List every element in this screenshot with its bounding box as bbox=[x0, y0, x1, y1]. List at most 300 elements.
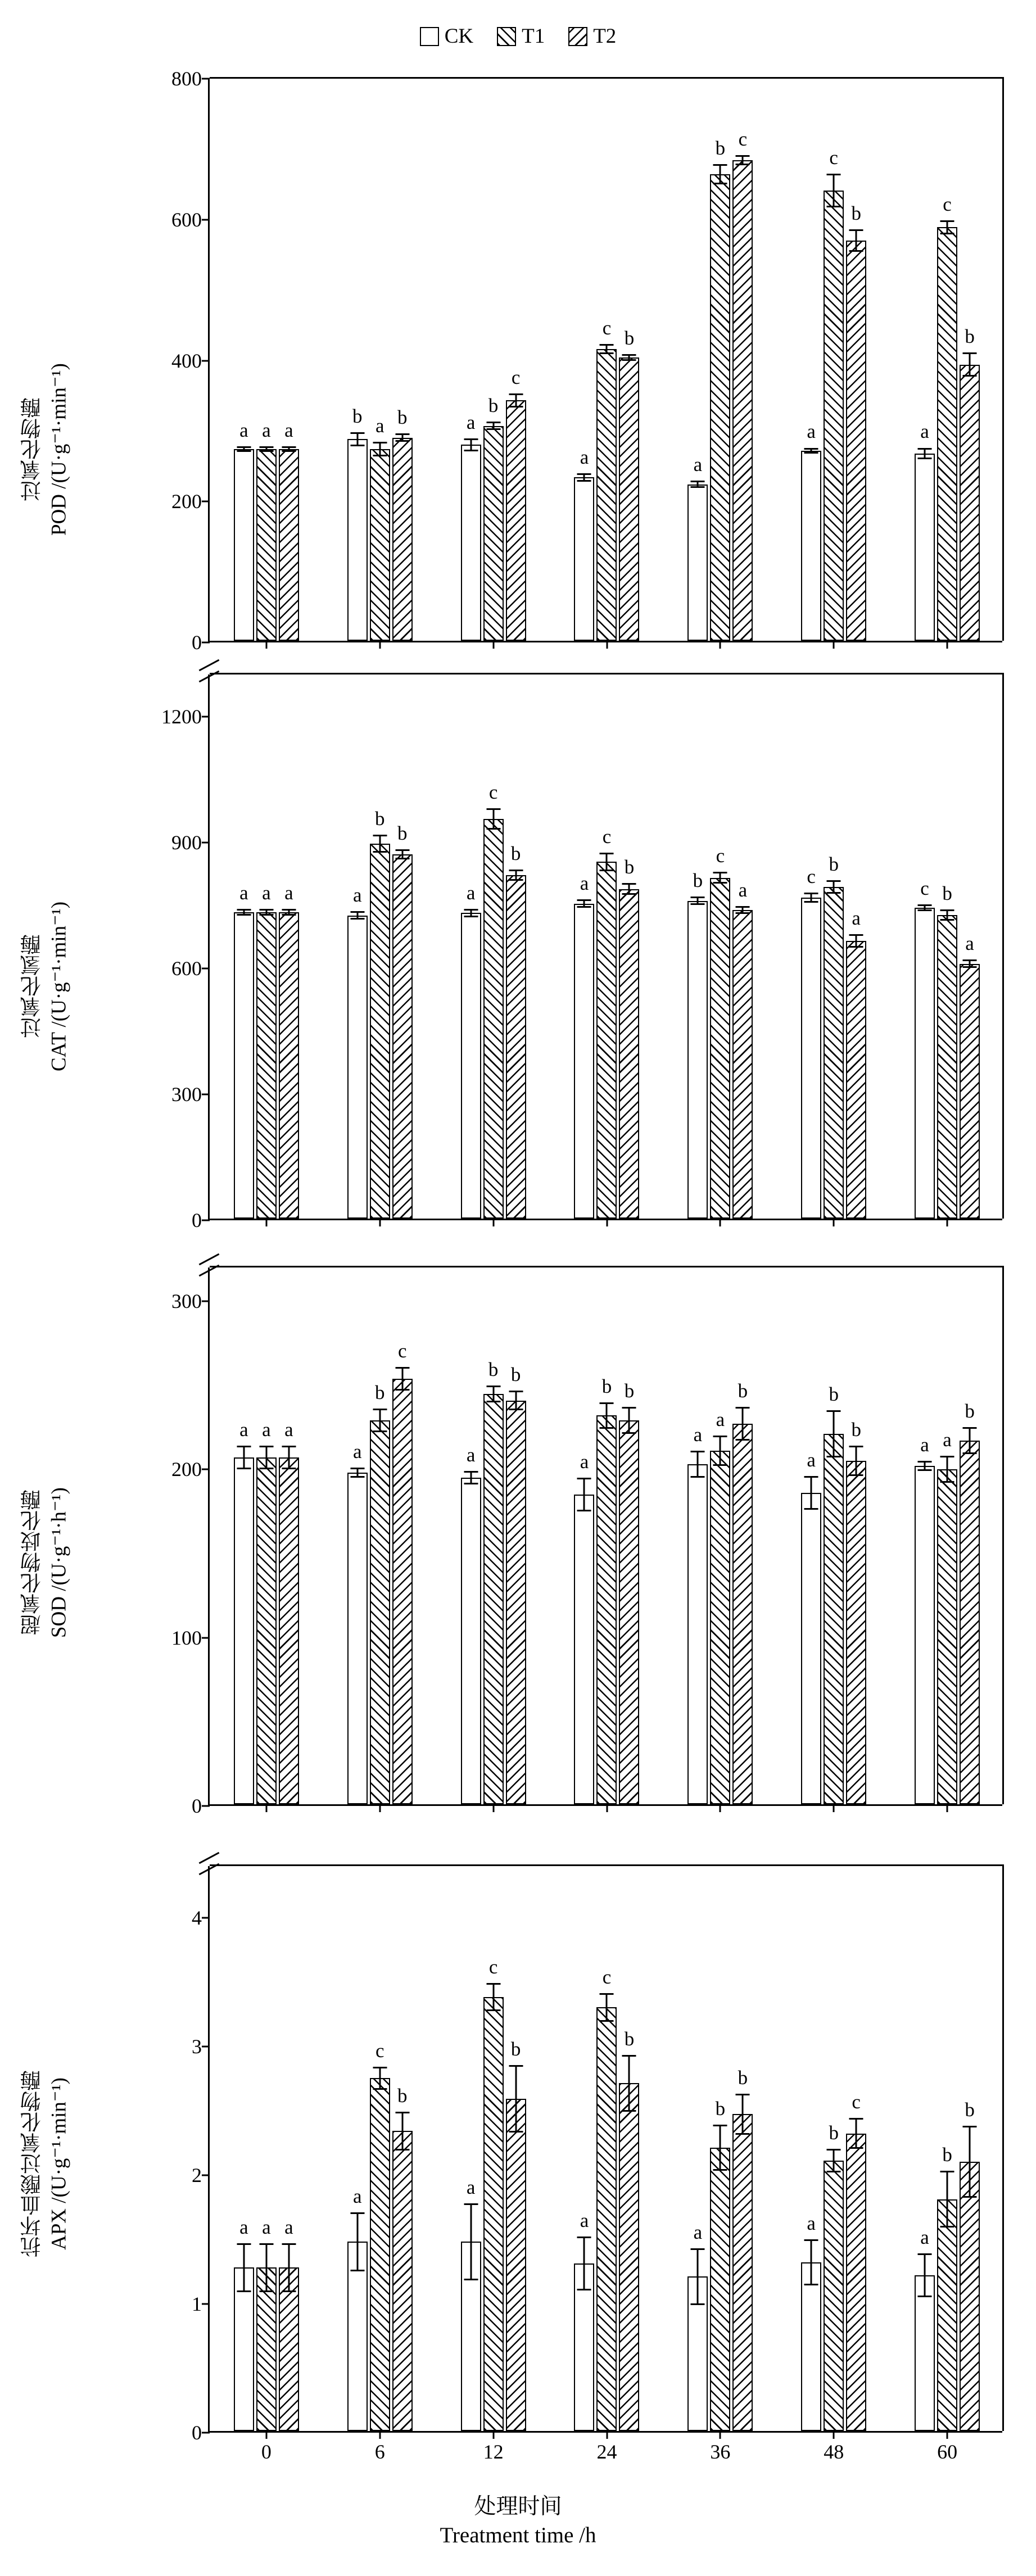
y-tick-mark bbox=[202, 1917, 210, 1918]
bar-ck bbox=[801, 1493, 821, 1804]
bar-group bbox=[550, 673, 664, 1219]
bar-slot bbox=[460, 77, 482, 641]
significance-label: b bbox=[510, 842, 521, 864]
error-bar bbox=[742, 1407, 744, 1441]
bar-t1 bbox=[824, 1434, 844, 1804]
bar-t2 bbox=[506, 875, 526, 1219]
error-bar bbox=[356, 1468, 358, 1478]
significance-label: c bbox=[511, 366, 521, 388]
legend bbox=[0, 26, 1036, 47]
y-tick-mark bbox=[202, 841, 210, 843]
bar-t2 bbox=[279, 2267, 299, 2431]
bar-t2 bbox=[960, 964, 980, 1219]
error-bar bbox=[924, 904, 926, 911]
bar-t2 bbox=[392, 2131, 413, 2431]
bar-slot bbox=[482, 1864, 505, 2431]
error-bar bbox=[811, 1476, 812, 1510]
bar-group bbox=[663, 77, 777, 641]
legend-label-ck: CK bbox=[444, 25, 474, 48]
bar-group bbox=[890, 77, 1004, 641]
bar-slot bbox=[573, 673, 595, 1219]
bar-slot bbox=[482, 673, 505, 1219]
error-bar bbox=[742, 906, 744, 914]
bar-slot bbox=[255, 77, 278, 641]
bar-slot bbox=[233, 77, 255, 641]
significance-label: b bbox=[352, 405, 363, 427]
x-tick-mark bbox=[947, 1804, 948, 1812]
bar-ck bbox=[234, 2267, 254, 2431]
bar-group bbox=[437, 673, 550, 1219]
bar-slot bbox=[822, 1864, 845, 2431]
error-bar bbox=[924, 2253, 926, 2297]
bar-slot bbox=[936, 1864, 958, 2431]
x-tick-mark bbox=[720, 1219, 721, 1226]
bar-t2 bbox=[619, 2083, 639, 2431]
bar-t2 bbox=[846, 2134, 866, 2431]
significance-label: a bbox=[466, 2176, 476, 2198]
bar-slot bbox=[391, 673, 414, 1219]
bar-t1 bbox=[710, 2148, 730, 2431]
error-bar bbox=[243, 1446, 245, 1469]
bar-t1 bbox=[596, 2007, 617, 2431]
error-bar bbox=[243, 909, 245, 916]
bar-ck bbox=[347, 916, 368, 1219]
error-bar bbox=[811, 893, 812, 903]
y-tick-label: 0 bbox=[192, 631, 202, 654]
significance-label: a bbox=[239, 881, 248, 904]
bar-group bbox=[437, 1864, 550, 2431]
y-axis-break-sod bbox=[198, 1251, 220, 1280]
error-bar bbox=[515, 2065, 517, 2132]
error-bar bbox=[606, 1402, 608, 1429]
bar-t2 bbox=[619, 357, 639, 641]
bar-group bbox=[210, 77, 323, 641]
bar-slot bbox=[255, 673, 278, 1219]
bar-group bbox=[890, 1864, 1004, 2431]
x-tick-mark bbox=[833, 641, 835, 649]
bar-ck bbox=[687, 1464, 708, 1804]
bar-slot bbox=[369, 77, 391, 641]
significance-label: b bbox=[624, 327, 635, 349]
bar-t1 bbox=[824, 2161, 844, 2431]
bar-slot bbox=[233, 1266, 255, 1804]
bar-slot bbox=[709, 1864, 731, 2431]
bar-ck bbox=[687, 901, 708, 1219]
error-bar bbox=[856, 229, 857, 252]
x-tick-mark bbox=[379, 1804, 381, 1812]
error-bar bbox=[470, 2203, 472, 2280]
bar-group bbox=[210, 673, 323, 1219]
bar-group bbox=[323, 1864, 437, 2431]
y-tick-mark bbox=[202, 1637, 210, 1638]
bar-slot bbox=[845, 673, 867, 1219]
bar-slot bbox=[595, 1266, 618, 1804]
error-bar bbox=[697, 481, 699, 488]
bar-slot bbox=[618, 1266, 640, 1804]
y-tick-label: 300 bbox=[171, 1083, 202, 1106]
significance-label: a bbox=[580, 872, 589, 895]
bar-t1 bbox=[483, 819, 504, 1219]
bar-slot bbox=[913, 673, 936, 1219]
bar-ck bbox=[234, 912, 254, 1219]
y-tick-mark bbox=[202, 78, 210, 80]
bar-t1 bbox=[710, 878, 730, 1219]
significance-label: b bbox=[829, 853, 839, 875]
y-tick-mark bbox=[202, 219, 210, 220]
bar-slot bbox=[822, 673, 845, 1219]
y-tick-label: 0 bbox=[192, 2421, 202, 2444]
bar-t1 bbox=[824, 887, 844, 1219]
significance-label: b bbox=[965, 2099, 975, 2121]
bar-t2 bbox=[846, 941, 866, 1219]
bar-slot bbox=[595, 1864, 618, 2431]
bar-slot bbox=[391, 77, 414, 641]
bar-slot bbox=[391, 1266, 414, 1804]
error-bar bbox=[288, 909, 289, 916]
bar-group bbox=[210, 1864, 323, 2431]
error-bar bbox=[492, 1386, 494, 1402]
significance-label: c bbox=[716, 845, 725, 867]
error-bar bbox=[470, 438, 472, 451]
error-bar bbox=[856, 1446, 857, 1476]
bar-ck bbox=[915, 2275, 935, 2431]
bar-slot bbox=[391, 1864, 414, 2431]
bar-slot bbox=[936, 1266, 958, 1804]
error-bar bbox=[697, 897, 699, 905]
bar-slot bbox=[845, 77, 867, 641]
error-bar bbox=[401, 849, 403, 859]
bar-slot bbox=[958, 673, 981, 1219]
error-bar bbox=[606, 853, 608, 871]
plot-area-pod bbox=[171, 67, 1002, 654]
bar-ck bbox=[347, 1473, 368, 1804]
significance-label: b bbox=[624, 856, 635, 879]
y-tick-mark bbox=[202, 1220, 210, 1221]
y-tick-label: 900 bbox=[171, 831, 202, 854]
error-bar bbox=[515, 1391, 517, 1411]
bar-slot bbox=[731, 1864, 754, 2431]
bar-slot bbox=[278, 673, 300, 1219]
bar-ck bbox=[234, 1457, 254, 1804]
bar-group bbox=[323, 673, 437, 1219]
x-tick-label: 60 bbox=[937, 2441, 958, 2463]
bar-t2 bbox=[279, 449, 299, 641]
legend-swatch-ck bbox=[420, 27, 439, 46]
error-bar bbox=[265, 909, 267, 916]
error-bar bbox=[697, 2248, 699, 2305]
significance-label: a bbox=[284, 1419, 293, 1441]
bar-t1 bbox=[370, 449, 390, 641]
x-tick-mark bbox=[833, 1219, 835, 1226]
bar-group bbox=[323, 77, 437, 641]
error-bar bbox=[583, 473, 585, 482]
significance-label: c bbox=[920, 877, 929, 900]
error-bar bbox=[379, 2067, 381, 2090]
bar-t1 bbox=[596, 349, 617, 641]
y-tick-label: 0 bbox=[192, 1795, 202, 1817]
significance-label: b bbox=[624, 2028, 635, 2050]
x-tick-mark bbox=[492, 1219, 494, 1226]
bar-ck bbox=[687, 485, 708, 641]
significance-label: a bbox=[920, 1434, 929, 1456]
error-bar bbox=[265, 1446, 267, 1469]
significance-label: b bbox=[715, 137, 726, 160]
error-bar bbox=[969, 352, 971, 377]
bar-slot bbox=[731, 673, 754, 1219]
y-tick-label: 800 bbox=[171, 67, 202, 90]
significance-label: b bbox=[738, 2066, 748, 2089]
bar-slot bbox=[346, 673, 369, 1219]
bar-t2 bbox=[506, 2099, 526, 2431]
bar-slot bbox=[845, 1266, 867, 1804]
significance-label: b bbox=[715, 2097, 726, 2120]
error-bar bbox=[833, 1410, 835, 1457]
error-bar bbox=[583, 1478, 585, 1511]
bar-t1 bbox=[483, 426, 504, 641]
bar-slot bbox=[800, 77, 822, 641]
bar-ck bbox=[915, 1466, 935, 1804]
bar-slot bbox=[255, 1864, 278, 2431]
x-tick-label: 48 bbox=[824, 2441, 844, 2463]
bar-slot bbox=[255, 1266, 278, 1804]
bar-t1 bbox=[370, 1420, 390, 1804]
error-bar bbox=[833, 2149, 835, 2172]
error-bar bbox=[969, 1427, 971, 1454]
bar-slot bbox=[233, 1864, 255, 2431]
bar-slot bbox=[731, 77, 754, 641]
error-bar bbox=[288, 1446, 289, 1469]
ylabel-cat: 过氧化氢酶 CAT /(U·g⁻¹·min⁻¹) bbox=[21, 901, 71, 1072]
bar-slot bbox=[595, 673, 618, 1219]
y-tick-label: 600 bbox=[171, 957, 202, 980]
significance-label: b bbox=[601, 1375, 612, 1397]
y-axis-break-cat bbox=[198, 657, 220, 686]
bar-ck bbox=[574, 477, 594, 641]
bar-slot bbox=[482, 77, 505, 641]
ylabel-sod: 超氧化物歧化酶 SOD /(U·g⁻¹·h⁻¹) bbox=[21, 1487, 71, 1638]
bar-t1 bbox=[824, 191, 844, 641]
y-tick-mark bbox=[202, 716, 210, 717]
legend-label-t2: T2 bbox=[593, 25, 617, 48]
error-bar bbox=[379, 1409, 381, 1432]
bar-slot bbox=[573, 77, 595, 641]
bar-t2 bbox=[846, 241, 866, 641]
significance-label: a bbox=[239, 1419, 248, 1441]
bar-slot bbox=[573, 1266, 595, 1804]
y-tick-label: 400 bbox=[171, 349, 202, 372]
x-tick-mark bbox=[379, 641, 381, 649]
bar-t1 bbox=[483, 1997, 504, 2431]
x-tick-mark bbox=[720, 1804, 721, 1812]
error-bar bbox=[492, 808, 494, 830]
significance-label: a bbox=[807, 1449, 816, 1472]
bar-ck bbox=[461, 445, 481, 641]
bar-slot bbox=[913, 1266, 936, 1804]
bar-ck bbox=[461, 913, 481, 1219]
significance-label: b bbox=[851, 1419, 861, 1441]
significance-label: a bbox=[466, 1444, 476, 1466]
bar-slot bbox=[800, 1864, 822, 2431]
bar-slot bbox=[595, 77, 618, 641]
x-tick-mark bbox=[265, 1804, 267, 1812]
legend-item-t1 bbox=[497, 26, 545, 47]
y-tick-mark bbox=[202, 1805, 210, 1807]
bar-ck bbox=[915, 908, 935, 1219]
bar-slot bbox=[346, 1266, 369, 1804]
bar-slot bbox=[460, 1266, 482, 1804]
legend-swatch-t1 bbox=[497, 27, 516, 46]
significance-label: b bbox=[942, 2144, 952, 2166]
bar-t1 bbox=[596, 862, 617, 1219]
error-bar bbox=[720, 872, 721, 884]
y-axis-break-apx bbox=[198, 1849, 220, 1878]
bar-t1 bbox=[937, 227, 957, 641]
y-tick-mark bbox=[202, 1300, 210, 1302]
ylabel-pod: 过氧化物酶 POD /(U·g⁻¹·min⁻¹) bbox=[21, 363, 71, 536]
bar-t2 bbox=[732, 910, 753, 1219]
significance-label: a bbox=[943, 1429, 952, 1451]
bar-t1 bbox=[370, 2078, 390, 2431]
bar-slot bbox=[369, 1266, 391, 1804]
plot-area-sod bbox=[171, 1267, 1002, 1817]
significance-label: c bbox=[807, 865, 816, 888]
error-bar bbox=[470, 1471, 472, 1484]
error-bar bbox=[947, 2171, 948, 2228]
significance-label: c bbox=[943, 193, 952, 215]
significance-label: b bbox=[397, 406, 408, 429]
significance-label: c bbox=[375, 2039, 384, 2062]
ylabel-apx: 抗坏血酸过氧化物酶 APX /(U·g⁻¹·min⁻¹) bbox=[21, 2070, 71, 2258]
error-bar bbox=[288, 446, 289, 452]
bar-slot bbox=[505, 673, 527, 1219]
bar-t2 bbox=[279, 1457, 299, 1804]
significance-label: b bbox=[488, 395, 499, 417]
bar-slot bbox=[686, 1864, 709, 2431]
bar-ck bbox=[574, 1495, 594, 1804]
bar-group bbox=[890, 673, 1004, 1219]
bar-t2 bbox=[960, 365, 980, 641]
error-bar bbox=[742, 2094, 744, 2135]
y-tick-mark bbox=[202, 501, 210, 502]
bar-group bbox=[777, 1864, 890, 2431]
bar-t2 bbox=[392, 1379, 413, 1804]
x-tick-mark bbox=[265, 1219, 267, 1226]
error-bar bbox=[742, 155, 744, 165]
bar-t1 bbox=[256, 912, 277, 1219]
error-bar bbox=[628, 2055, 630, 2112]
bar-slot bbox=[369, 1864, 391, 2431]
bar-slot bbox=[233, 673, 255, 1219]
bar-ck bbox=[801, 2262, 821, 2431]
bar-slot bbox=[822, 77, 845, 641]
y-tick-mark bbox=[202, 1093, 210, 1095]
y-tick-mark bbox=[202, 2303, 210, 2305]
error-bar bbox=[356, 911, 358, 920]
error-bar bbox=[856, 2118, 857, 2149]
bar-t1 bbox=[710, 174, 730, 641]
bar-group bbox=[323, 1266, 437, 1804]
error-bar bbox=[583, 2237, 585, 2290]
plot-area-cat bbox=[161, 674, 1002, 1232]
error-bar bbox=[833, 174, 835, 207]
bar-ck bbox=[801, 451, 821, 641]
significance-label: a bbox=[807, 420, 816, 443]
significance-label: a bbox=[466, 411, 476, 434]
error-bar bbox=[856, 934, 857, 948]
x-tick-mark bbox=[947, 641, 948, 649]
bar-t1 bbox=[937, 1469, 957, 1804]
bar-t2 bbox=[279, 912, 299, 1219]
bar-slot bbox=[618, 673, 640, 1219]
error-bar bbox=[628, 883, 630, 895]
bar-slot bbox=[686, 77, 709, 641]
x-tick-label: 6 bbox=[374, 2441, 385, 2463]
significance-label: a bbox=[852, 907, 861, 929]
error-bar bbox=[606, 1993, 608, 2021]
significance-label: a bbox=[580, 1451, 589, 1473]
error-bar bbox=[811, 448, 812, 454]
y-tick-label: 200 bbox=[171, 490, 202, 513]
significance-label: a bbox=[920, 420, 929, 443]
bar-slot bbox=[686, 673, 709, 1219]
x-tick-mark bbox=[606, 641, 608, 649]
error-bar bbox=[720, 164, 721, 184]
bar-t1 bbox=[937, 915, 957, 1219]
error-bar bbox=[606, 344, 608, 354]
y-tick-mark bbox=[202, 2432, 210, 2434]
bar-group bbox=[777, 673, 890, 1219]
significance-label: b bbox=[510, 2038, 521, 2061]
bar-slot bbox=[936, 673, 958, 1219]
x-axis-title-en: Treatment time /h bbox=[440, 2523, 596, 2547]
bar-t2 bbox=[732, 2114, 753, 2431]
bar-slot bbox=[278, 1266, 300, 1804]
error-bar bbox=[379, 835, 381, 853]
error-bar bbox=[969, 959, 971, 968]
y-tick-mark bbox=[202, 1469, 210, 1470]
bar-t2 bbox=[619, 889, 639, 1219]
significance-label: c bbox=[602, 317, 612, 339]
significance-label: b bbox=[693, 870, 703, 892]
significance-label: a bbox=[262, 1419, 271, 1441]
bar-t2 bbox=[506, 1401, 526, 1805]
significance-label: b bbox=[488, 1358, 499, 1380]
x-tick-mark bbox=[720, 641, 721, 649]
bar-group bbox=[437, 77, 550, 641]
bar-t1 bbox=[596, 1415, 617, 1804]
legend-item-t2 bbox=[568, 26, 616, 47]
significance-label: a bbox=[693, 454, 703, 476]
significance-label: a bbox=[693, 1424, 703, 1446]
x-tick-mark bbox=[606, 1219, 608, 1226]
bar-t1 bbox=[370, 844, 390, 1219]
x-tick-mark bbox=[947, 1219, 948, 1226]
bar-slot bbox=[709, 77, 731, 641]
bar-slot bbox=[482, 1266, 505, 1804]
bar-slot bbox=[505, 1864, 527, 2431]
significance-label: a bbox=[262, 419, 271, 441]
significance-label: b bbox=[851, 202, 861, 224]
bar-t1 bbox=[256, 449, 277, 641]
error-bar bbox=[492, 1983, 494, 2011]
error-bar bbox=[356, 2212, 358, 2271]
bar-slot bbox=[573, 1864, 595, 2431]
significance-label: b bbox=[965, 1400, 975, 1423]
significance-label: b bbox=[397, 2084, 408, 2107]
bar-group bbox=[210, 1266, 323, 1804]
significance-label: b bbox=[829, 1383, 839, 1406]
error-bar bbox=[379, 442, 381, 456]
